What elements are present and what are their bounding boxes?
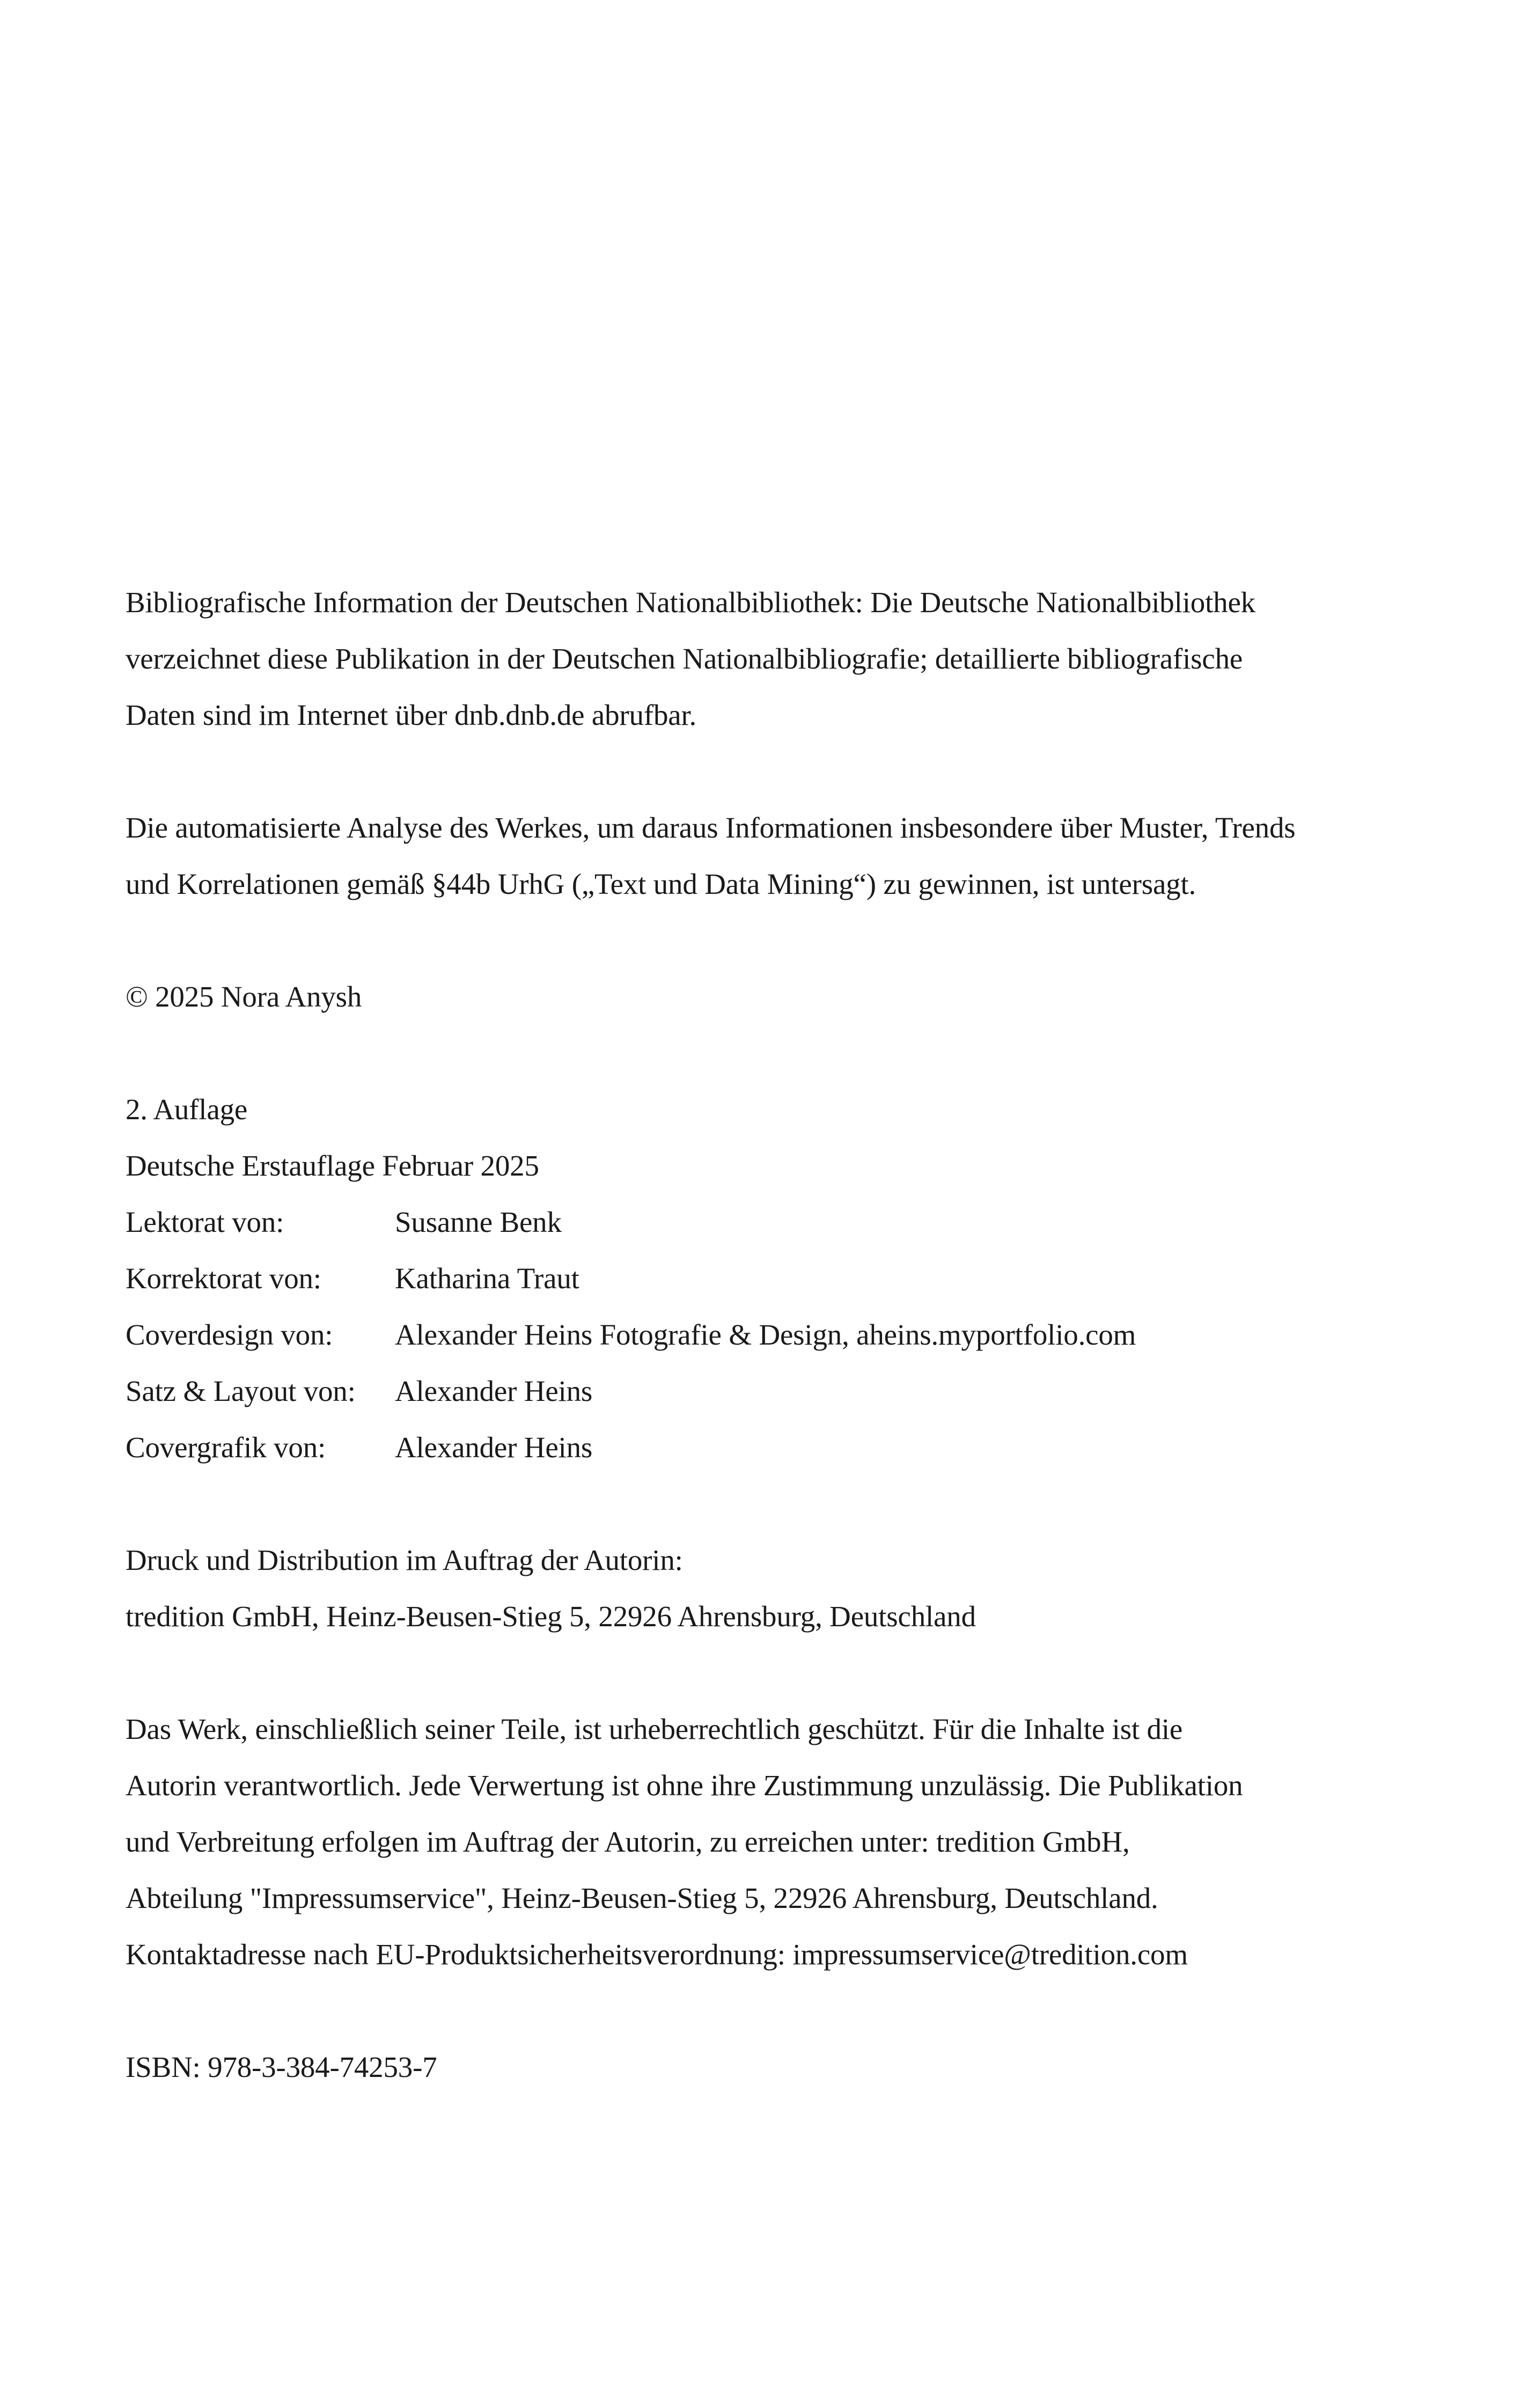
bibliographic-line: Bibliografische Information der Deutschen Nationalbibliothek: Die Deutsche Nationalbibliothek xyxy=(126,586,1255,619)
credit-row-cover-graphic xyxy=(126,1419,1370,1475)
legal-notice xyxy=(126,1701,1370,1983)
tdm-line: und Korrelationen gemäß §44b UrhG („Text und Data Mining“) zu gewinnen, ist untersagt. xyxy=(126,868,1196,900)
isbn-info xyxy=(126,2039,1370,2095)
bibliographic-line: Daten sind im Internet über dnb.dnb.de abrufbar. xyxy=(126,699,697,731)
credit-value: Susanne Benk xyxy=(395,1206,562,1238)
distribution-line: tredition GmbH, Heinz-Beusen-Stieg 5, 22926 Ahrensburg, Deutschland xyxy=(126,1600,976,1633)
tdm-line: Die automatisierte Analyse des Werkes, um daraus Informationen insbesondere über Muster, Trends xyxy=(126,811,1296,844)
legal-line: Autorin verantwortlich. Jede Verwertung ist ohne ihre Zustimmung unzulässig. Die Publikation xyxy=(126,1769,1243,1802)
legal-line: Abteilung "Impressumservice", Heinz-Beusen-Stieg 5, 22926 Ahrensburg, Deutschland. xyxy=(126,1882,1158,1914)
credit-label: Korrektorat von: xyxy=(126,1262,321,1295)
bibliographic-line: verzeichnet diese Publikation in der Deutschen Nationalbibliografie; detaillierte bibliografische xyxy=(126,642,1243,675)
copyright-line: © 2025 Nora Anysh xyxy=(126,980,362,1013)
text-data-mining-notice xyxy=(126,799,1370,912)
credit-row-typesetting xyxy=(126,1363,1370,1419)
paragraph-spacer xyxy=(126,1983,1370,2039)
legal-line: Das Werk, einschließlich seiner Teile, ist urheberrechtlich geschützt. Für die Inhalte ist die xyxy=(126,1713,1183,1745)
paragraph-spacer xyxy=(126,743,1370,799)
legal-line: Kontaktadresse nach EU-Produktsicherheitsverordnung: impressumservice@tredition.com xyxy=(126,1938,1188,1971)
credit-label: Lektorat von: xyxy=(126,1206,284,1238)
credit-value: Alexander Heins xyxy=(395,1375,593,1407)
credit-row-cover-design xyxy=(126,1306,1370,1363)
isbn-line: ISBN: 978-3-384-74253-7 xyxy=(126,2051,437,2083)
imprint-content xyxy=(126,574,1370,2095)
credit-row-editing xyxy=(126,1194,1370,1250)
credit-value: Alexander Heins Fotografie & Design, aheins.myportfolio.com xyxy=(395,1318,1136,1351)
first-edition: Deutsche Erstauflage Februar 2025 xyxy=(126,1149,539,1182)
credit-value: Alexander Heins xyxy=(395,1431,593,1464)
credit-label: Covergrafik von: xyxy=(126,1431,326,1464)
credit-value: Katharina Traut xyxy=(395,1262,579,1295)
bibliographic-information xyxy=(126,574,1370,743)
credit-row-proofreading xyxy=(126,1250,1370,1306)
distribution-info xyxy=(126,1532,1370,1645)
legal-line: und Verbreitung erfolgen im Auftrag der Autorin, zu erreichen unter: tredition GmbH, xyxy=(126,1825,1130,1858)
paragraph-spacer xyxy=(126,1475,1370,1532)
paragraph-spacer xyxy=(126,1645,1370,1701)
credit-label: Coverdesign von: xyxy=(126,1318,333,1351)
credit-label: Satz & Layout von: xyxy=(126,1375,356,1407)
edition-info xyxy=(126,1081,1370,1194)
distribution-line: Druck und Distribution im Auftrag der Autorin: xyxy=(126,1544,683,1576)
copyright-notice xyxy=(126,968,1370,1025)
paragraph-spacer xyxy=(126,1025,1370,1081)
paragraph-spacer xyxy=(126,912,1370,968)
edition-number: 2. Auflage xyxy=(126,1093,248,1126)
credits-list xyxy=(126,1194,1370,1475)
